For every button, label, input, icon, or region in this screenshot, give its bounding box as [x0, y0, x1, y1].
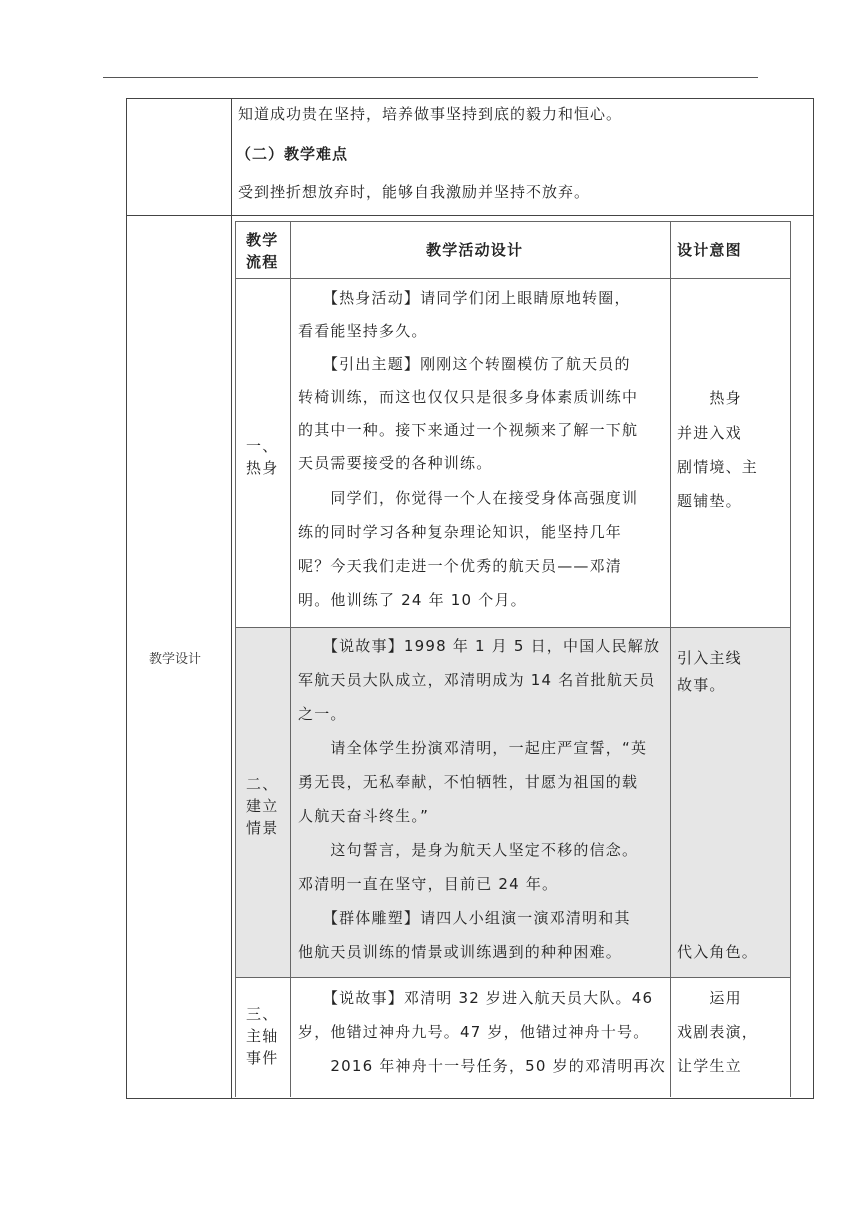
row-1-stage-line1: 一、 — [246, 437, 279, 455]
row-1-activity-line: 天员需要接受的各种训练。 — [298, 454, 493, 472]
row-1-activity-line: 的其中一种。接下来通过一个视频来了解一下航 — [298, 421, 639, 439]
row-2-stage-line3: 情景 — [246, 819, 279, 837]
outer-column-divider — [231, 98, 232, 1099]
header-stage-line2: 流程 — [246, 253, 279, 271]
row-3-activity-line: 【说故事】邓清明 32 岁进入航天员大队。46 — [298, 989, 654, 1007]
teaching-design-label: 教学设计 — [149, 652, 202, 667]
row-2-activity-line: 【群体雕塑】请四人小组演一演邓清明和其 — [298, 909, 631, 927]
row-3-intent-line: 运用 — [677, 989, 742, 1007]
row-1-intent-line: 剧情境、主 — [677, 458, 759, 476]
header-intent: 设计意图 — [677, 241, 742, 259]
row-3-stage-line3: 事件 — [246, 1049, 279, 1067]
row-2-activity-line: 请全体学生扮演邓清明，一起庄严宣誓，“英 — [298, 739, 648, 757]
row-2-stage-line2: 建立 — [246, 797, 279, 815]
row-2-activity-line: 勇无畏，无私奉献，不怕牺牲，甘愿为祖国的载 — [298, 773, 639, 791]
inner-row-divider-header — [235, 278, 791, 279]
row-1-activity-line: 【热身活动】请同学们闭上眼睛原地转圈， — [298, 289, 631, 307]
row-2-activity-line: 【说故事】1998 年 1 月 5 日，中国人民解放 — [298, 637, 661, 655]
row-3-intent-line: 戏剧表演， — [677, 1023, 759, 1041]
row-2-intent-bottom: 代入角色。 — [677, 943, 759, 961]
row-3-stage-line1: 三、 — [246, 1005, 279, 1023]
row-3-intent-line: 让学生立 — [677, 1057, 742, 1075]
row-1-activity-line: 同学们，你觉得一个人在接受身体高强度训 — [298, 489, 639, 507]
row-1-activity-line: 看看能坚持多久。 — [298, 322, 428, 340]
row-2-stage-line1: 二、 — [246, 775, 279, 793]
header-rule — [103, 77, 758, 78]
row-2-intent-line: 故事。 — [677, 676, 726, 694]
header-stage-line1: 教学 — [246, 231, 279, 249]
row-3-stage-line2: 主轴 — [246, 1027, 279, 1045]
inner-row-divider-1 — [235, 627, 791, 628]
row-3-activity-line: 岁，他错过神舟九号。47 岁，他错过神舟十号。 — [298, 1023, 650, 1041]
row-1-intent-line: 并进入戏 — [677, 424, 742, 442]
inner-col-divider-1 — [290, 221, 291, 1097]
outer-row-divider — [126, 215, 814, 216]
row-1-activity-line: 转椅训练，而这也仅仅只是很多身体素质训练中 — [298, 388, 639, 406]
objective-text: 知道成功贵在坚持，培养做事坚持到底的毅力和恒心。 — [238, 105, 623, 123]
section-heading-difficulty: （二）教学难点 — [236, 145, 349, 163]
row-2-activity-line: 军航天员大队成立，邓清明成为 14 名首批航天员 — [298, 671, 656, 689]
row-1-activity-line: 呢？今天我们走进一个优秀的航天员——邓清 — [298, 557, 623, 575]
row-1-activity-line: 明。他训练了 24 年 10 个月。 — [298, 591, 527, 609]
row-1-intent-line: 热身 — [677, 389, 742, 407]
inner-col-divider-2 — [670, 221, 671, 1097]
row-2-activity-line: 他航天员训练的情景或训练遇到的种种困难。 — [298, 943, 623, 961]
difficulty-text: 受到挫折想放弃时，能够自我激励并坚持不放弃。 — [238, 183, 591, 201]
row-2-activity-line: 人航天奋斗终生。” — [298, 807, 430, 825]
row-1-intent-line: 题铺垫。 — [677, 492, 742, 510]
row-2-activity-line: 之一。 — [298, 705, 347, 723]
row-1-activity-line: 练的同时学习各种复杂理论知识，能坚持几年 — [298, 523, 623, 541]
row-2-activity-line: 这句誓言，是身为航天人坚定不移的信念。 — [298, 841, 639, 859]
header-activity: 教学活动设计 — [426, 241, 524, 259]
inner-row-divider-2 — [235, 977, 791, 978]
row-2-intent-line: 引入主线 — [677, 649, 742, 667]
row-2-activity-line: 邓清明一直在坚守，目前已 24 年。 — [298, 875, 559, 893]
row-1-stage-line2: 热身 — [246, 459, 279, 477]
row-3-activity-line: 2016 年神舟十一号任务，50 岁的邓清明再次 — [298, 1057, 666, 1075]
row-1-activity-line: 【引出主题】刚刚这个转圈模仿了航天员的 — [298, 355, 631, 373]
